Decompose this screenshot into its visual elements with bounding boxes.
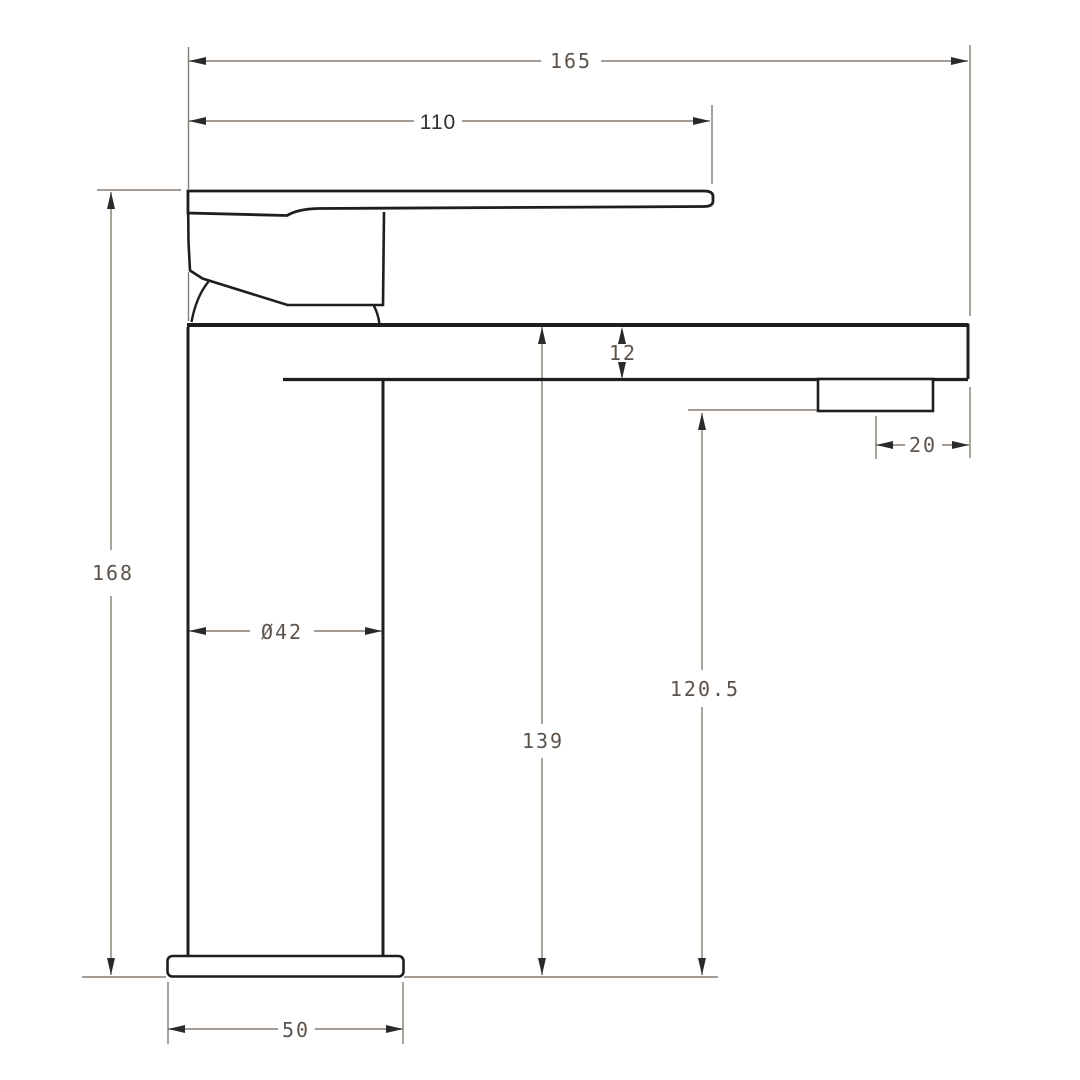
dim-label-outlet-height: 120.5 <box>669 677 741 701</box>
arrowhead-right <box>365 627 382 635</box>
arrowhead-up <box>107 192 115 209</box>
dim-label-body-diameter: Ø42 <box>260 620 304 644</box>
arrowhead-down <box>698 958 706 975</box>
arrowhead-up <box>538 327 546 344</box>
dimension-deck-height <box>538 327 546 975</box>
faucet-handle-lever <box>188 191 713 216</box>
dim-label-overall-height: 168 <box>91 561 135 585</box>
faucet-dome-arc-left <box>192 282 209 323</box>
dim-label-spout-thickness: 12 <box>608 341 638 365</box>
arrowhead-left <box>189 57 206 65</box>
dim-label-deck-height: 139 <box>521 729 565 753</box>
arrowhead-down <box>107 958 115 975</box>
dim-label-overall-length: 165 <box>549 49 593 73</box>
faucet-base-plate <box>168 956 404 977</box>
arrowhead-left <box>876 441 893 449</box>
dim-label-handle-length: 110 <box>419 111 457 134</box>
dim-label-base-width: 50 <box>281 1018 311 1042</box>
arrowhead-left <box>189 117 206 125</box>
arrowhead-left <box>189 627 206 635</box>
faucet-dome-arc-right <box>374 305 380 324</box>
faucet-outline <box>168 191 969 977</box>
arrowhead-right <box>693 117 710 125</box>
arrowhead-right <box>386 1025 403 1033</box>
dim-label-aerator-width: 20 <box>908 433 938 457</box>
arrowhead-down <box>538 958 546 975</box>
faucet-aerator <box>818 379 933 411</box>
arrowhead-right <box>952 441 969 449</box>
arrowhead-left <box>168 1025 185 1033</box>
arrowhead-up <box>698 413 706 430</box>
arrowhead-right <box>951 57 968 65</box>
